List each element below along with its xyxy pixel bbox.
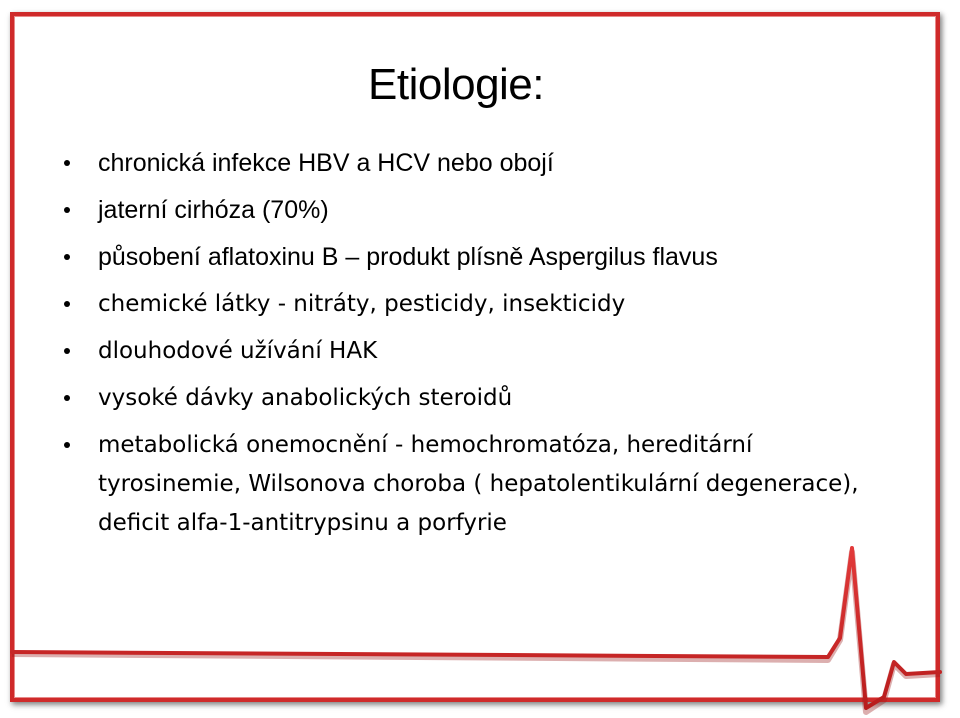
bullet-dot-icon	[64, 207, 70, 213]
bullet-dot-icon	[64, 395, 70, 401]
slide-title: Etiologie:	[368, 60, 545, 109]
list-item-text: metabolická onemocnění - hemochromatóza, hereditární tyrosinemie, Wilsonova choroba ( hepatolentikulární degenerace), deficit alfa-1-antitrypsinu a porfyrie	[98, 432, 859, 536]
bullet-list	[60, 144, 860, 551]
list-item	[60, 426, 860, 543]
list-item	[60, 238, 860, 277]
list-item-text: vysoké dávky anabolických steroidů	[98, 385, 513, 411]
list-item	[60, 332, 860, 371]
list-item-text: chronická infekce HBV a HCV nebo obojí	[98, 149, 554, 177]
bullet-dot-icon	[64, 160, 70, 166]
list-item	[60, 144, 860, 183]
bullet-dot-icon	[64, 442, 70, 448]
bullet-dot-icon	[64, 254, 70, 260]
list-item	[60, 379, 860, 418]
list-item-text: chemické látky - nitráty, pesticidy, insekticidy	[98, 291, 626, 317]
list-item-text: jaterní cirhóza (70%)	[98, 196, 329, 224]
list-item-text: působení aflatoxinu B – produkt plísně Aspergilus flavus	[98, 243, 718, 271]
bullet-dot-icon	[64, 301, 70, 307]
bullet-dot-icon	[64, 348, 70, 354]
list-item	[60, 285, 860, 324]
list-item-text: dlouhodové užívání HAK	[98, 338, 378, 364]
list-item	[60, 191, 860, 230]
